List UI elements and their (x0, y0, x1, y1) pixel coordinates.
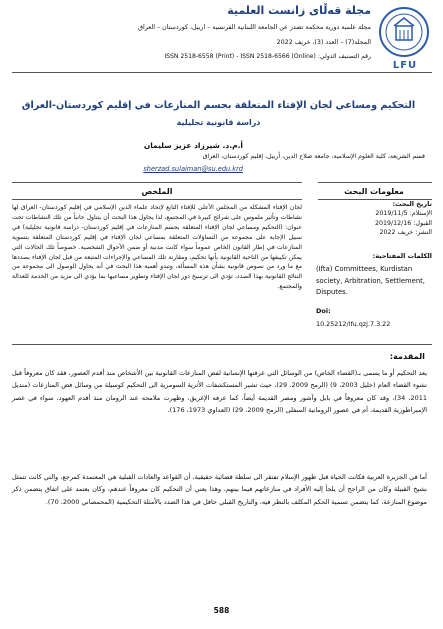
intro-paragraph-2: أما في الجزيرة العربية فكانت الحياة قبل ظهور الإسلام تفتقر الى سلطة قضائية حقيقية، أن القواعد والعادات القبلية هي المعتمدة كمرجع، والتي كانت تتمثل بشيخ القبيلة وكان من الراجح أن يلجأ إليه الأفراد في منازعاتهم فيما بينهم، وهذا يعني أن التحكيم كان معروفاً عندهم، وكان يعتمد على اتفاق يتضمن ذكر موضوع المنازعة، كما يتضمن تسمية الحكم المكلف بالنظر فيه، والتاريخ القبلي حافل في هذا الصدد بالأمثلة التحكيمية (المحمصاني 2000، 70). (12, 473, 427, 506)
author-name: أ.م.د. شيرزاد عزيز سليمان (143, 141, 243, 150)
history-label: تاريخ البحث: (392, 200, 432, 208)
article-subtitle: دراسة قانونية تحليلية (176, 118, 261, 127)
keywords-en: (Ifta) Committees, Kurdistan society, Arbitration, Settlement, Disputes. (316, 265, 425, 297)
intro-top-rule (12, 344, 432, 345)
doi-value[interactable]: 10.25212/lfu.qzj.7.3.22 (316, 319, 391, 328)
published-date: النشر: خريف 2022 (379, 229, 432, 237)
doi-label: Doi: (316, 306, 331, 315)
accepted-date: القبول: 2019/12/16 (374, 219, 432, 227)
article-title: التحكيم ومساعي لجان الإفتاء المتعلقة بحسم المنازعات في إقليم كوردستان-العراق (21, 100, 416, 111)
logo-text: LFU (392, 60, 418, 71)
keywords-label: الكلمات المفتاحية: (372, 251, 432, 260)
journal-title: مجلة قەڵای زانست العلمية (227, 4, 371, 17)
journal-issn: رقم التصنيف الدولي: ISSN 2518-6558 (Print) - ISSN 2518-6566 (Online) (164, 53, 371, 60)
header-divider (12, 72, 432, 73)
doi-block (316, 307, 432, 330)
journal-description: مجلة علمية دورية محكمة تصدر عن الجامعة اللبنانية الفرنسية – اربيل، كوردستان – العراق (138, 24, 371, 31)
lfu-logo-icon (378, 6, 430, 58)
page-number: 588 (213, 606, 230, 615)
author-email-link[interactable]: sherzad.sulaiman@su.edu.krd (143, 165, 243, 173)
abstract-heading: الملخص (141, 187, 173, 196)
author-affiliation: قسم الشريعة، كلية العلوم الإسلامية، جامعة صلاح الدين، أربيل، إقليم كوردستان، العراق (202, 153, 425, 160)
article-info (316, 200, 432, 329)
journal-issue: المجلد(7) – العدد (3)، خريف 2022 (276, 39, 371, 46)
received-date: الإستلام: 2019/11/5 (375, 210, 432, 218)
info-top-rule (318, 182, 432, 183)
intro-heading: المقدمة: (389, 351, 425, 361)
intro-paragraph-1: يعد التحكيم أو ما يسمى بـ(القضاء الخاص) من الوسائل التي عرفتها الإنسانية لفض المنازعات القانونية بين الأشخاص منذ أقدم العصور، فقد كان معروفاً قبل نشوء القضاء العام (خليل 2003، 9) (الرمح 2009، 29)، حيث تشير المستكشفات الأثرية السومرية الى التحكيم كوسيلة من وسائل فض المنازعات (مندیل 2011، 34)، وقد كان معروفاً في بابل وآشور ومصر القديمة أيضاً، كما عرفه الإغريق، وظهرت ملامحه عند الرومان منذ أقدم العهود، سواء في عصر الإمبراطورية القديمة، أم في عصور الرومانية السفلى (الرمح 2009، 29) (العداوي 1973، 176). (12, 369, 427, 414)
info-heading: معلومات البحث (344, 187, 404, 196)
abstract-head-rule (12, 199, 302, 200)
abstract-text: لجان الإفتاء المشكلة من المجلس الأعلى للإفتاء التابع لإتحاد علماء الدين الإسلامي في إقليم كوردستان- العراق لها نشاطات وتأثير ملموس على شرائح كبيرة في المجتمع، لذا يحاول هذا البحث أن يتناول جانباً من تلك النشاطات تحت عنوان: (التحكيم ومساعي لجان الإفتاء المتعلقة بحسم المنازعات في إقليم كوردستان- دراسة قانونية تحليلية) في سبيل الإجابة على مجموعة من التساؤلات المتعلقة بمساعي لجان الإفتاء في إقليم كوردستان المتعلقة بتسوية المنازعات في إطار القانون الخاص عموماً سواء كانت مدنية أو ضمن الأحوال الشخصية. خصوصاً تلك الحالات التي يمكن تكييفها من الناحية القانونية بأنها تحكيم، ومقارنة تلك المساعي والإجراءات المتبعة من قبل لجان الإفتاء بصددها مع ما ورد من نصوص قانونية بشأن هذه المسألة، وتبدو أهمية هذا البحث في أنه يحاول الوصول الى مجموعة من النتائج القانونية بهذا الصدد، تؤدي الى ترسيخ دور لجان الإفتاء وتطوير مساعيها بما يؤدي الى مزيد من الخدمة للعدالة والمجتمع. (12, 204, 302, 291)
abstract-top-rule (12, 182, 302, 183)
